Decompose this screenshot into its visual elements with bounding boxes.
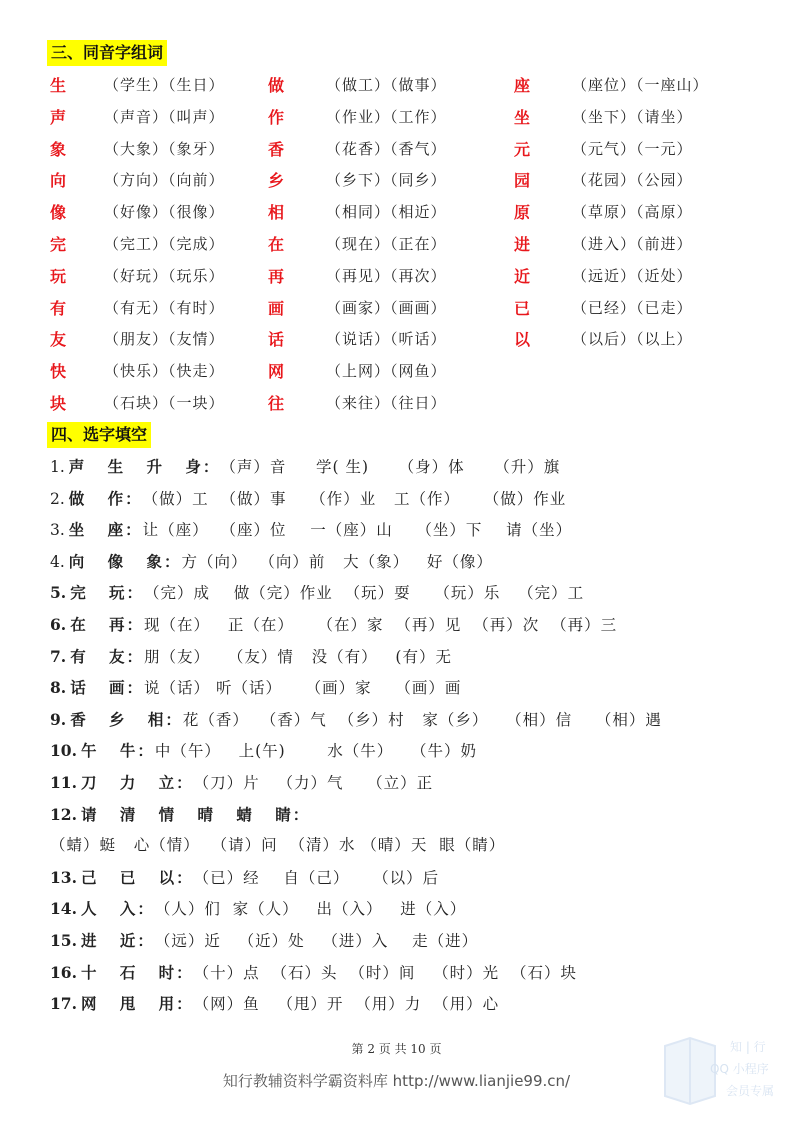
item-answers: （十）点 （石）头 （时）间 （时）光 （石）块 bbox=[193, 963, 578, 982]
item-number: 14. bbox=[50, 899, 77, 919]
item-answers: （人）们 家（人） 出（入） 进（入） bbox=[154, 900, 467, 919]
homophone-char: 声 bbox=[50, 107, 67, 127]
item-answers: （网）鱼 （甩）开 （用）力 （用）心 bbox=[193, 995, 500, 1014]
item-answers: （做）工 （做）事 （作）业 工（作） （做）作业 bbox=[142, 489, 567, 508]
item-characters: 进 近： bbox=[80, 931, 155, 950]
homophone-row bbox=[0, 356, 793, 387]
item-answers: （远）近 （近）处 （进）入 走（进） bbox=[154, 932, 479, 950]
homophone-char: 友 bbox=[50, 330, 67, 350]
homophone-words: （石块）（一块） bbox=[104, 394, 225, 412]
item-number: 9. bbox=[50, 709, 67, 729]
homophone-words: （花香）（香气） bbox=[326, 139, 447, 158]
item-number: 15. bbox=[50, 931, 77, 950]
fill-blank-item bbox=[50, 925, 478, 956]
watermark-line2: QQ 小程序 bbox=[710, 1062, 769, 1076]
homophone-words: （已经）（已走） bbox=[572, 298, 693, 317]
watermark-logo bbox=[660, 1036, 790, 1104]
fill-blank-item bbox=[50, 483, 566, 514]
fill-blank-item bbox=[50, 799, 310, 830]
homophone-words: （现在）（正在） bbox=[326, 235, 447, 253]
homophone-char: 以 bbox=[514, 330, 531, 350]
item-characters: 网 甩 用： bbox=[80, 994, 194, 1014]
item-answers: （完）成 做（完）作业 （玩）耍 （玩）乐 （完）工 bbox=[144, 584, 585, 603]
item-characters: 向 像 象： bbox=[68, 551, 182, 571]
homophone-row bbox=[0, 261, 793, 292]
item-number: 17. bbox=[50, 994, 77, 1014]
homophone-char: 有 bbox=[50, 298, 67, 318]
homophone-words: （说话）（听话） bbox=[326, 330, 447, 349]
fill-blank-item bbox=[50, 704, 662, 735]
homophone-char: 香 bbox=[268, 139, 285, 159]
homophone-char: 原 bbox=[514, 203, 531, 223]
homophone-char: 网 bbox=[268, 362, 285, 382]
item-answers: 花（香） （香）气 （乡）村 家（乡） （相）信 （相）遇 bbox=[182, 710, 662, 729]
homophone-words: （方向）（向前） bbox=[104, 171, 225, 190]
item-number: 7. bbox=[50, 646, 67, 666]
homophone-char: 生 bbox=[50, 76, 67, 95]
item-characters: 话 画： bbox=[70, 678, 145, 698]
homophone-words: （远近）（近处） bbox=[572, 266, 693, 285]
fill-blank-item bbox=[50, 514, 572, 545]
fill-blank-item bbox=[50, 609, 617, 640]
item-number: 11. bbox=[50, 773, 77, 792]
homophone-char: 往 bbox=[268, 394, 285, 413]
homophone-char: 作 bbox=[268, 107, 285, 127]
homophone-words: （花园）（公园） bbox=[572, 171, 693, 190]
item-number: 2. bbox=[50, 489, 65, 508]
homophone-words: （座位）（一座山） bbox=[572, 76, 709, 94]
homophone-char: 园 bbox=[514, 171, 531, 191]
homophone-char: 话 bbox=[268, 330, 285, 350]
homophone-row bbox=[0, 70, 793, 101]
item-number: 5. bbox=[50, 583, 67, 603]
fill-blank-item bbox=[50, 767, 433, 798]
homophone-char: 画 bbox=[268, 298, 285, 318]
homophone-words: （坐下）（请坐） bbox=[572, 107, 693, 126]
item-characters: 做 作： bbox=[68, 488, 143, 508]
fill-blank-item bbox=[50, 546, 493, 577]
item-number: 16. bbox=[50, 962, 77, 982]
fill-blank-item bbox=[50, 988, 499, 1019]
item-characters: 刀 力 立： bbox=[80, 773, 194, 792]
homophone-row bbox=[0, 134, 793, 165]
homophone-words: （元气）（一元） bbox=[572, 139, 693, 158]
item-characters: 有 友： bbox=[70, 646, 145, 666]
item-characters: 在 再： bbox=[70, 615, 145, 634]
homophone-words: （声音）（叫声） bbox=[104, 107, 225, 126]
homophone-char: 玩 bbox=[50, 266, 67, 286]
item-number: 8. bbox=[50, 678, 67, 698]
watermark-line1: 知 | 行 bbox=[730, 1040, 766, 1054]
homophone-row bbox=[0, 197, 793, 228]
fill-blank-item bbox=[50, 577, 584, 608]
item-number: 10. bbox=[50, 741, 77, 761]
item-characters: 午 牛： bbox=[80, 741, 155, 761]
site-link[interactable]: 知行教辅资料学霸资料库 http://www.lianjie99.cn/ bbox=[222, 1072, 571, 1090]
homophone-words: （乡下）（同乡） bbox=[326, 171, 447, 190]
item-number: 12. bbox=[50, 804, 77, 824]
fill-blank-item bbox=[50, 862, 439, 893]
item-characters: 坐 座： bbox=[68, 520, 143, 540]
item-answers: 现（在） 正（在） （在）家 （再）见 （再）次 （再）三 bbox=[144, 616, 618, 634]
homophone-char: 象 bbox=[50, 139, 67, 159]
section-title-fill-blank: 四、选字填空 bbox=[47, 422, 151, 448]
homophone-char: 向 bbox=[50, 171, 67, 191]
homophone-words: （有无）（有时） bbox=[104, 298, 225, 317]
item-answers: 让（座） （座）位 一（座）山 （坐）下 请（坐） bbox=[142, 521, 573, 540]
item-characters: 己 已 以： bbox=[80, 867, 194, 887]
homophone-words: （朋友）（友情） bbox=[104, 330, 225, 349]
item-number: 4. bbox=[50, 552, 65, 571]
homophone-char: 快 bbox=[50, 362, 67, 382]
homophone-char: 在 bbox=[268, 235, 285, 254]
homophone-row bbox=[0, 229, 793, 260]
item-answers: （声）音 学( 生) （身）体 （升）旗 bbox=[220, 458, 561, 476]
homophone-char: 元 bbox=[514, 139, 531, 159]
item-answers: 中（午） 上(午) 水（牛） （牛）奶 bbox=[154, 742, 477, 761]
item-answers: 说（话） 听（话） （画）家 （画）画 bbox=[144, 679, 462, 698]
fill-blank-item bbox=[50, 641, 452, 672]
homophone-char: 乡 bbox=[268, 171, 285, 191]
homophone-row bbox=[0, 165, 793, 196]
homophone-char: 做 bbox=[268, 76, 285, 95]
homophone-char: 近 bbox=[514, 266, 531, 286]
item-number: 6. bbox=[50, 615, 67, 634]
homophone-row bbox=[0, 324, 793, 355]
homophone-words: （相同）（相近） bbox=[326, 203, 447, 222]
homophone-char: 坐 bbox=[514, 107, 531, 127]
homophone-words: （上网）（网鱼） bbox=[326, 362, 447, 381]
homophone-words: （草原）（高原） bbox=[572, 203, 693, 222]
homophone-row bbox=[0, 388, 793, 419]
homophone-char: 已 bbox=[514, 298, 531, 318]
homophone-words: （以后）（以上） bbox=[572, 330, 693, 349]
page-number: 第 2 页 共 10 页 bbox=[351, 1042, 442, 1056]
fill-blank-item bbox=[50, 451, 560, 482]
section-title-homophones: 三、同音字组词 bbox=[47, 40, 167, 66]
homophone-words: （学生）（生日） bbox=[104, 76, 225, 94]
item-answers: （刀）片 （力）气 （立）正 bbox=[193, 774, 434, 792]
homophone-char: 座 bbox=[514, 76, 531, 95]
homophone-words: （作业）（工作） bbox=[326, 107, 447, 126]
homophone-words: （好玩）（玩乐） bbox=[104, 266, 225, 285]
item-characters: 人 入： bbox=[80, 899, 155, 919]
homophone-char: 相 bbox=[268, 203, 285, 223]
item-characters: 十 石 时： bbox=[80, 962, 194, 982]
item-number: 13. bbox=[50, 867, 77, 887]
item-characters: 完 玩： bbox=[70, 583, 145, 603]
item-answers: （蜻）蜓 心（情） （请）问 （清）水 （晴）天 眼（睛） bbox=[50, 836, 506, 855]
homophone-words: （完工）（完成） bbox=[104, 235, 225, 253]
homophone-char: 块 bbox=[50, 394, 67, 413]
fill-blank-item bbox=[50, 672, 461, 703]
watermark-line3: 会员专属 bbox=[726, 1084, 775, 1098]
item-characters: 声 生 升 身： bbox=[68, 457, 221, 476]
homophone-words: （再见）（再次） bbox=[326, 266, 447, 285]
homophone-words: （做工）（做事） bbox=[326, 76, 447, 94]
homophone-row bbox=[0, 293, 793, 324]
homophone-char: 进 bbox=[514, 235, 531, 254]
item-answers: （已）经 自（己） （以）后 bbox=[193, 868, 440, 887]
fill-blank-item bbox=[50, 735, 477, 766]
homophone-char: 完 bbox=[50, 235, 67, 254]
item-answers: 方（向） （向）前 大（象） 好（像） bbox=[181, 552, 493, 571]
homophone-row bbox=[0, 102, 793, 133]
item-answers: 朋（友） （友）情 没（有） (有）无 bbox=[144, 647, 452, 666]
item-characters: 香 乡 相： bbox=[70, 709, 183, 729]
homophone-words: （大象）（象牙） bbox=[104, 139, 225, 158]
fill-blank-item bbox=[50, 957, 577, 988]
homophone-words: （好像）（很像） bbox=[104, 203, 225, 222]
homophone-words: （来往）（往日） bbox=[326, 394, 447, 412]
fill-blank-item bbox=[50, 893, 466, 924]
item-number: 1. bbox=[50, 458, 65, 476]
homophone-words: （进入）（前进） bbox=[572, 235, 693, 253]
homophone-char: 像 bbox=[50, 203, 67, 223]
homophone-words: （快乐）（快走） bbox=[104, 362, 225, 381]
item-characters: 请 清 情 晴 蜻 睛： bbox=[80, 804, 311, 824]
item-number: 3. bbox=[50, 521, 65, 540]
homophone-char: 再 bbox=[268, 266, 285, 286]
homophone-words: （画家）（画画） bbox=[326, 298, 447, 317]
